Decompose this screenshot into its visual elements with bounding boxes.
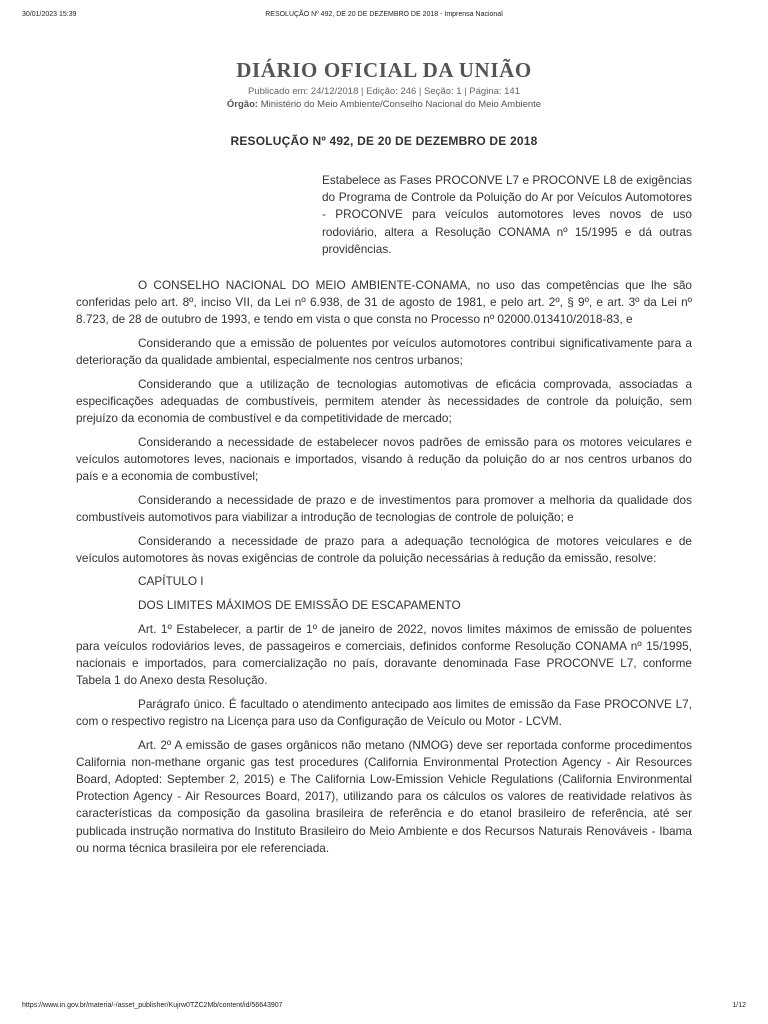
organ-value: Ministério do Meio Ambiente/Conselho Nacional do Meio Ambiente (260, 99, 542, 110)
considering-paragraph: Considerando a necessidade de prazo e de investimentos para promover a melhoria da qualidade dos combustíveis automotivos para viabilizar a introdução de tecnologias de controle de poluição; e (76, 492, 692, 524)
organ-line (0, 98, 768, 111)
print-url: https://www.in.gov.br/materia/-/asset_publisher/Kujrw0TZC2Mb/content/id/56643907 (22, 1002, 283, 1009)
considering-paragraph: Considerando que a emissão de poluentes por veículos automotores contribui significativamente para a deterioração da qualidade ambiental, especialmente nos centros urbanos; (76, 336, 692, 368)
chapter-title: DOS LIMITES MÁXIMOS DE EMISSÃO DE ESCAPAMENTO (138, 597, 461, 612)
article-1: Art. 1º Estabelecer, a partir de 1º de janeiro de 2022, novos limites máximos de emissão de poluentes para veículos rodoviários leves, de passageiros e comerciais, definidos conforme Resolução CONAMA nº 15/1995, nacionais e importados, para comercialização no país, doravante denominada Fase PROCONVE L7, conforme Tabela 1 do Anexo desta Resolução. (76, 621, 692, 688)
article-1-sole-paragraph: Parágrafo único. É facultado o atendimento antecipado aos limites de emissão da Fase PROCONVE L7, com o respectivo registro na Licença para uso da Configuração de Veículo ou Motor - LCVM. (76, 696, 692, 728)
document-body (76, 277, 692, 863)
masthead (0, 57, 768, 111)
considering-paragraph: Considerando a necessidade de estabelecer novos padrões de emissão para os motores veiculares e veículos automotores leves, nacionais e importados, visando à redução da poluição do ar nos centros urbanos do país e a economia de combustível; (76, 434, 692, 484)
act-title: RESOLUÇÃO Nº 492, DE 20 DE DEZEMBRO DE 2018 (230, 134, 538, 148)
print-footer (22, 1002, 746, 1014)
journal-title: DIÁRIO OFICIAL DA UNIÃO (236, 58, 532, 82)
print-page-number: 1/12 (732, 1002, 746, 1009)
print-date: 30/01/2023 15:39 (22, 11, 77, 18)
print-page-title: RESOLUÇÃO Nº 492, DE 20 DE DEZEMBRO DE 2018 - Imprensa Nacional (265, 11, 503, 18)
print-header (22, 11, 746, 23)
ementa: Estabelece as Fases PROCONVE L7 e PROCONVE L8 de exigências do Programa de Controle da Poluição do Ar por Veículos Automotores - PROCONVE para veículos automotores leves novos de uso rodoviário, altera a Resolução CONAMA nº 15/1995 e dá outras providências. (322, 173, 692, 256)
considering-paragraph: Considerando a necessidade de prazo para a adequação tecnológica de motores veiculares e de veículos automotores às novas exigências de controle da poluição necessárias à redução da emissão, resolve: (76, 533, 692, 565)
article-2: Art. 2º A emissão de gases orgânicos não metano (NMOG) deve ser reportada conforme procedimentos California non-methane organic gas test procedures (California Environmental Protection Agency - Air Resources Board, Adopted: September 2, 2015) e The California Low-Emission Vehicle Regulations (California Environmental Protection Agency - Air Resources Board, 2017), utilizando para os cálculos os valores de reatividade relativos às características da composição da gasolina brasileira de referência e do etanol brasileiro de referência, até ser publicada instrução normativa do Instituto Brasileiro do Meio Ambiente e dos Recursos Naturais Renováveis - Ibama ou norma técnica brasileira por ele referenciada. (76, 737, 692, 855)
preamble-paragraph: O CONSELHO NACIONAL DO MEIO AMBIENTE-CONAMA, no uso das competências que lhe são conferidas pelo art. 8º, inciso VII, da Lei nº 6.938, de 31 de agosto de 1981, e pelo art. 2º, § 9º, e art. 3º da Lei nº 8.723, de 28 de outubro de 1993, e tendo em vista o que consta no Processo nº 02000.013410/2018-83, e (76, 278, 692, 327)
considering-paragraph: Considerando que a utilização de tecnologias automotivas de eficácia comprovada, associadas a especificações adequadas de combustíveis, permitem atender às necessidades de controle da poluição, sem prejuízo da economia de combustível e da competitividade de mercado; (76, 376, 692, 426)
publication-line: Publicado em: 24/12/2018 | Edição: 246 | Seção: 1 | Página: 141 (247, 86, 520, 97)
organ-label: Órgão: (226, 99, 259, 110)
chapter-heading: CAPÍTULO I (138, 574, 204, 589)
